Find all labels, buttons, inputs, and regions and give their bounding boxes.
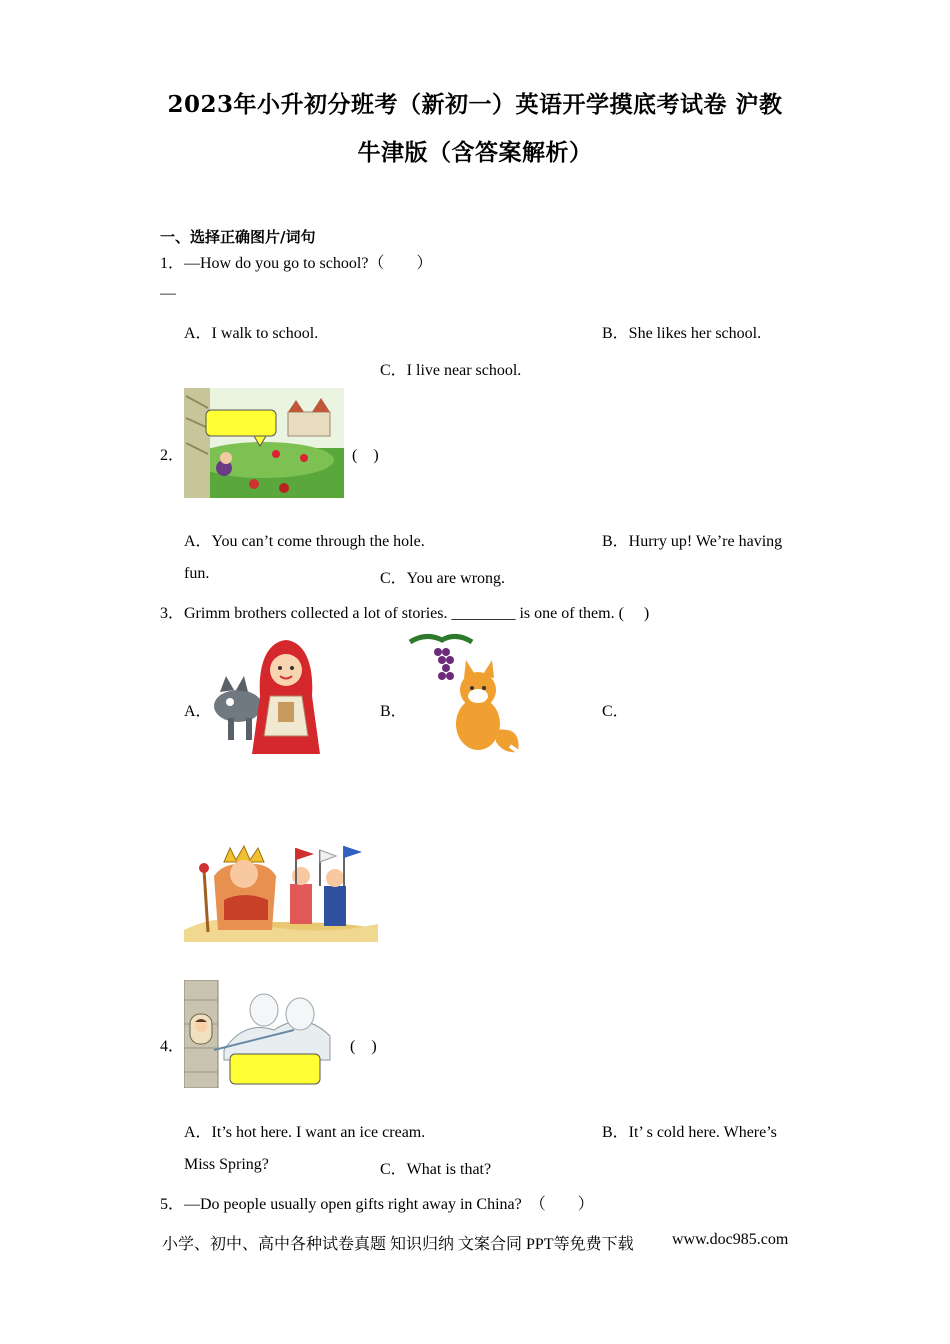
question-4-picture-snowy-castle-window [184,980,334,1088]
question-2-option-a[interactable]: A．You can’t come through the hole. [184,533,425,550]
question-3-option-b-picture-fox-and-grapes[interactable] [406,630,526,760]
section-heading: 一、选择正确图片/词句 [160,228,316,246]
question-1-option-b[interactable]: B．She likes her school. [602,325,762,342]
question-2-option-b-continued: fun. [184,565,210,582]
question-3-option-a-picture-red-riding-hood[interactable] [208,636,338,756]
question-4-option-b[interactable]: B．It’ s cold here. Where’s [602,1124,777,1141]
question-1-stem: 1．—How do you go to school?（ ） [160,255,433,272]
question-3-option-c-label[interactable]: C． [602,703,629,720]
question-4-number: 4． [160,1038,185,1055]
question-4-option-c[interactable]: C．What is that? [380,1161,492,1178]
question-2-option-c[interactable]: C．You are wrong. [380,570,506,587]
question-1-answer-dash: — [160,285,176,302]
footer-website-link[interactable]: www.doc985.com [672,1231,789,1248]
question-2-option-b[interactable]: B．Hurry up! We’re having [602,533,783,550]
footer-promo-text: 小学、初中、高中各种试卷真题 知识归纳 文案合同 PPT等免费下载 [162,1236,634,1253]
document-title-line-1: 2023年小升初分班考（新初一）英语开学摸底考试卷 沪教 [167,91,783,118]
question-2-number: 2． [160,447,185,464]
question-2-answer-bracket[interactable]: ( ) [352,447,379,464]
question-3-option-c-picture-king-parade[interactable] [184,840,378,942]
question-4-option-a[interactable]: A．It’s hot here. I want an ice cream. [184,1124,426,1141]
question-2-picture-garden-scene [184,388,344,498]
document-title-line-2: 牛津版（含答案解析） [357,139,593,166]
question-1-option-a[interactable]: A．I walk to school. [184,325,319,342]
question-3-option-b-label[interactable]: B． [380,703,407,720]
question-5-stem: 5．—Do people usually open gifts right away in China? （ ） [160,1196,594,1213]
question-4-option-b-continued: Miss Spring? [184,1156,269,1173]
question-3-stem: 3．Grimm brothers collected a lot of stories. ________ is one of them. ( ) [160,605,650,622]
question-4-answer-bracket[interactable]: ( ) [350,1038,377,1055]
question-1-option-c[interactable]: C．I live near school. [380,362,522,379]
question-3-option-a-label[interactable]: A． [184,703,212,720]
